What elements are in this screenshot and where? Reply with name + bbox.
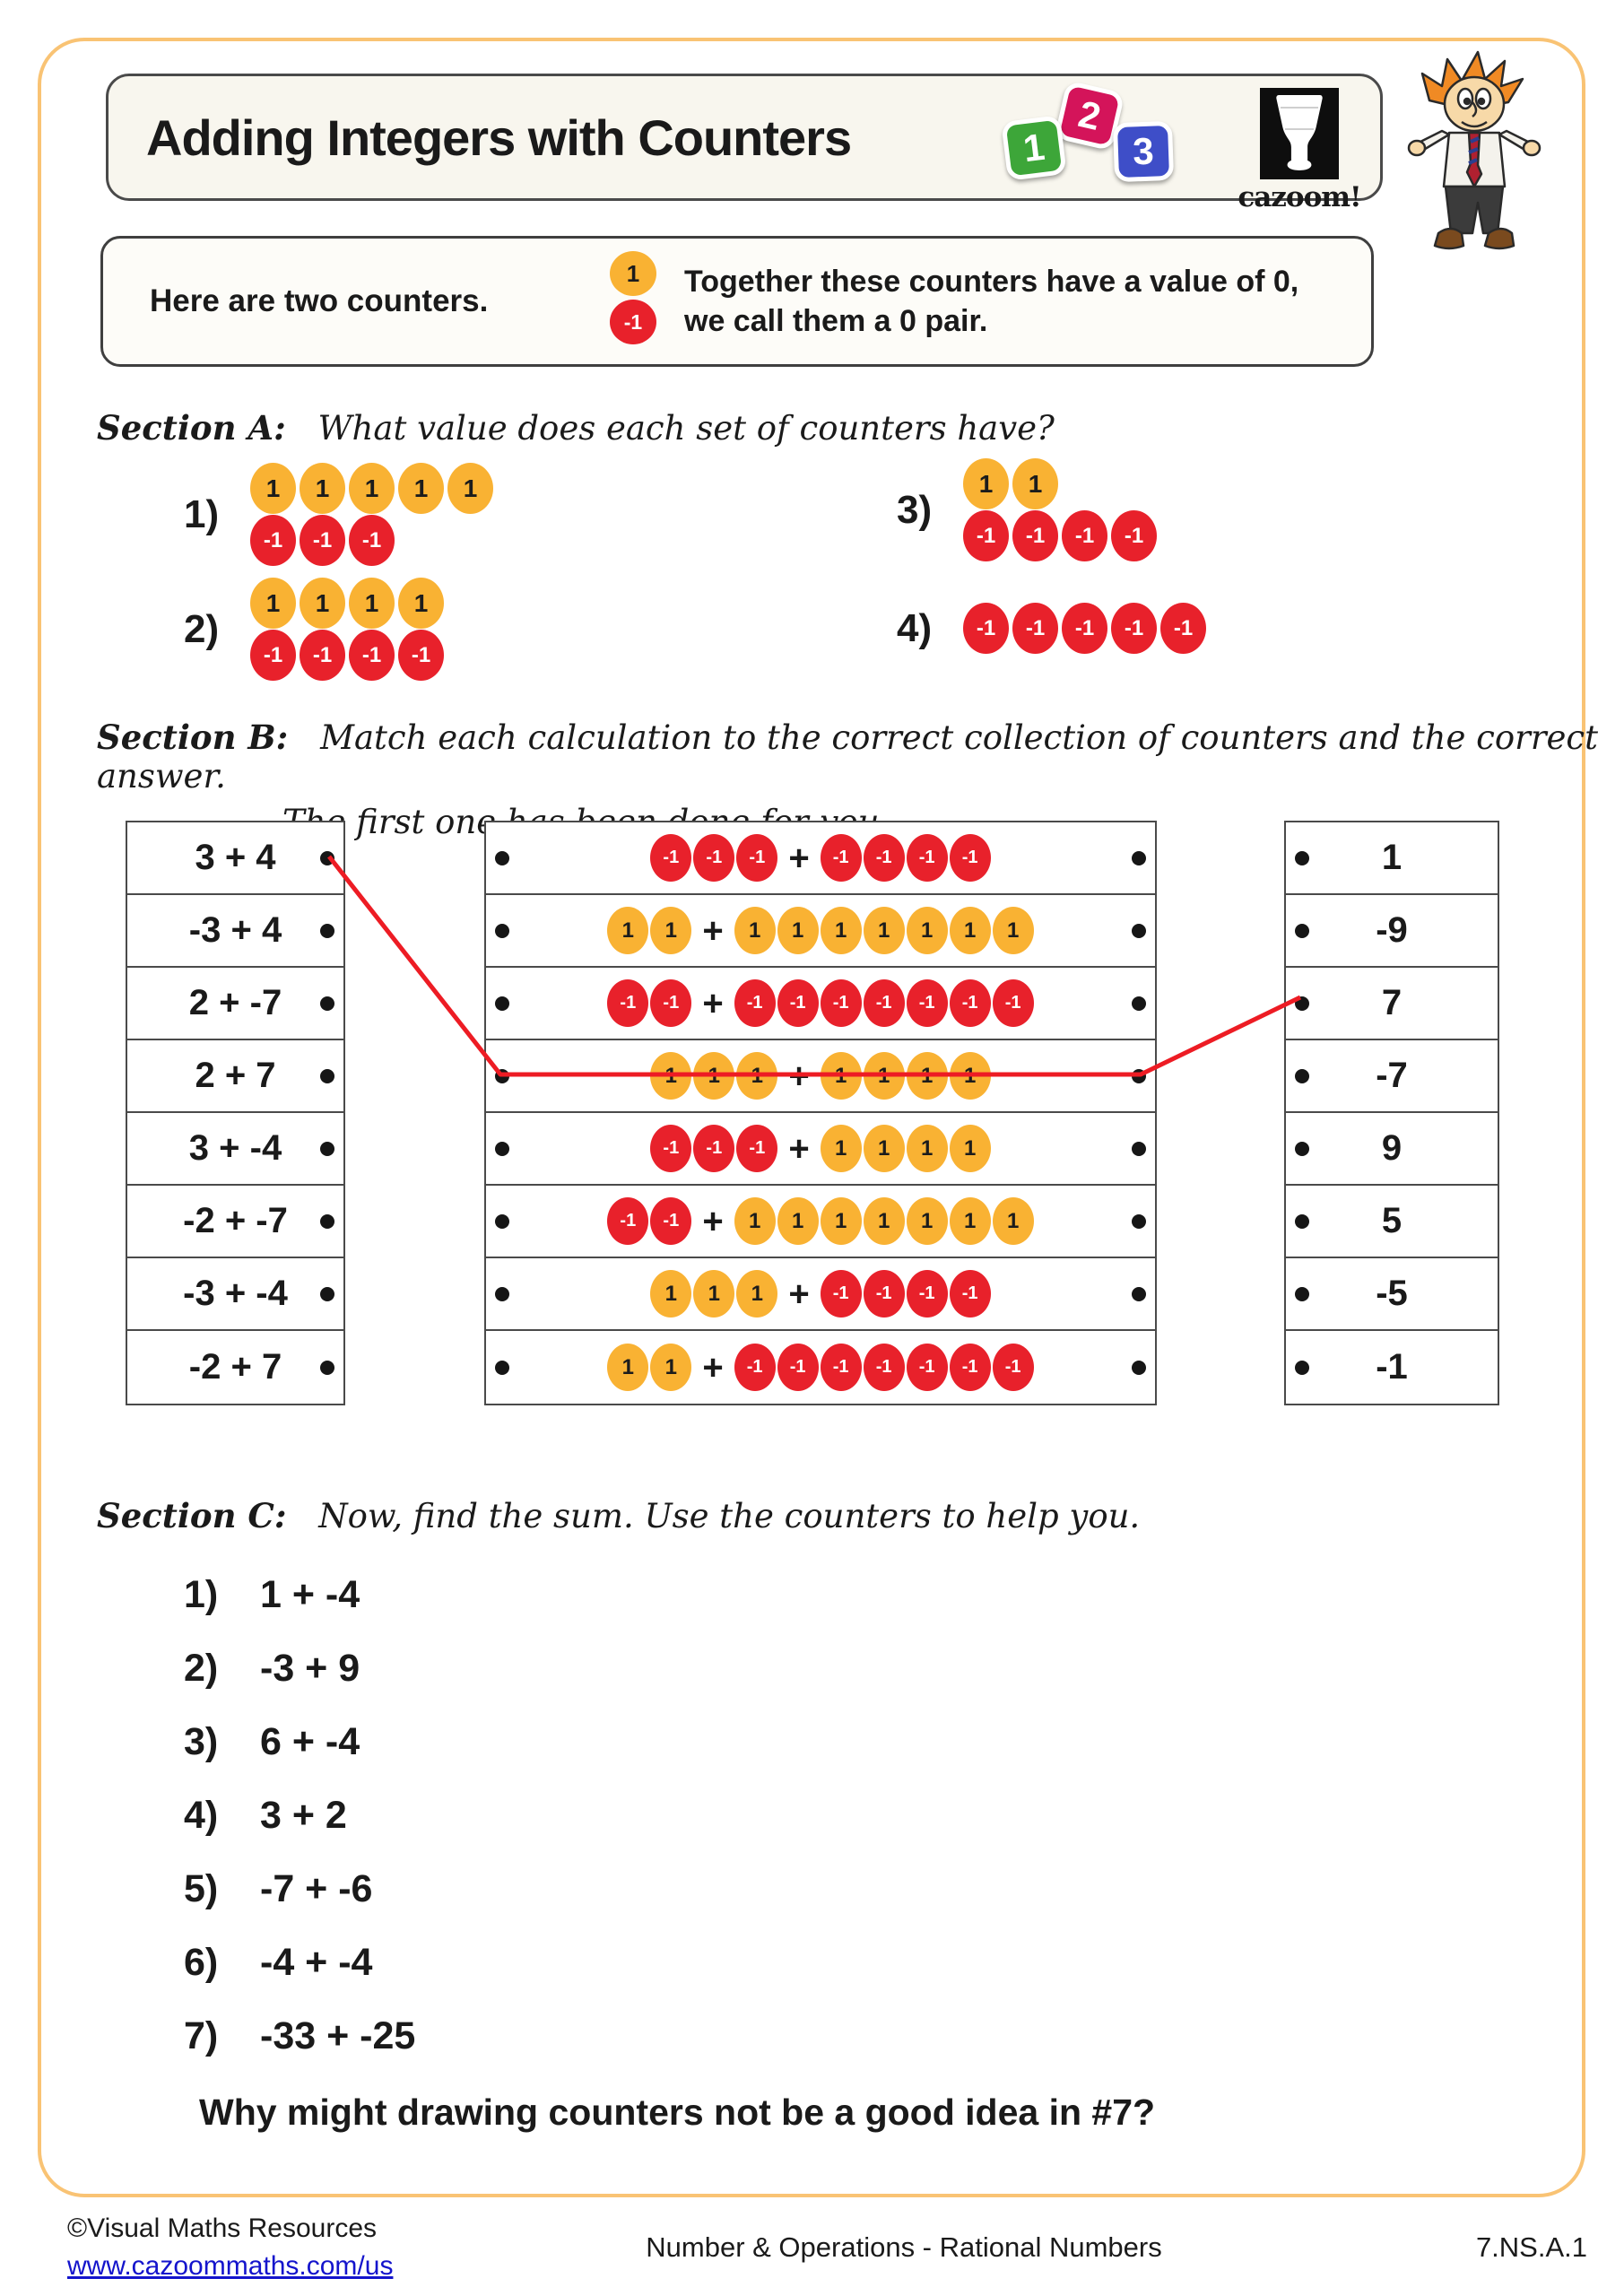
section-a-problem-3 bbox=[897, 458, 1157, 561]
negative-counter: -1 bbox=[864, 1270, 905, 1318]
section-a-label: Section A: bbox=[97, 408, 286, 448]
negative-counter: -1 bbox=[734, 979, 776, 1027]
negative-counter: -1 bbox=[250, 630, 296, 681]
problem-expression: -7 + -6 bbox=[260, 1867, 373, 1910]
calculation-text: 2 + 7 bbox=[195, 1056, 276, 1095]
positive-counter: 1 bbox=[734, 1197, 776, 1245]
counter-row bbox=[250, 515, 493, 566]
calculation-row bbox=[127, 1258, 343, 1331]
negative-counter: -1 bbox=[693, 834, 734, 882]
counter-group bbox=[821, 1052, 991, 1100]
answer-text: 9 bbox=[1381, 1128, 1403, 1168]
answer-text: -1 bbox=[1376, 1347, 1408, 1387]
info-right-text bbox=[684, 239, 1298, 364]
problem-number: 4) bbox=[184, 1794, 219, 1837]
match-dot[interactable] bbox=[320, 996, 334, 1011]
info-left-text: Here are two counters. bbox=[150, 283, 489, 318]
calculation-text: -2 + -7 bbox=[183, 1201, 288, 1240]
match-dot[interactable] bbox=[495, 1142, 509, 1156]
positive-counter: 1 bbox=[821, 1125, 862, 1172]
negative-counter: -1 bbox=[1012, 510, 1058, 561]
positive-counter: 1 bbox=[864, 907, 905, 954]
positive-counter: 1 bbox=[650, 1344, 691, 1391]
copyright-text: ©Visual Maths Resources bbox=[67, 2213, 378, 2243]
counter-set bbox=[963, 603, 1206, 654]
positive-counter: 1 bbox=[864, 1125, 905, 1172]
counter-group bbox=[607, 1197, 691, 1245]
match-dot[interactable] bbox=[1295, 996, 1309, 1011]
mascot-character bbox=[1395, 47, 1555, 258]
problem-expression: -4 + -4 bbox=[260, 1941, 373, 1984]
negative-counter: -1 bbox=[607, 979, 648, 1027]
calculation-text: -2 + 7 bbox=[188, 1347, 282, 1387]
cazoom-logo bbox=[1232, 88, 1367, 213]
answer-row bbox=[1286, 895, 1498, 968]
calculation-text: 3 + 4 bbox=[195, 838, 276, 877]
footer-topic: Number & Operations - Rational Numbers bbox=[646, 2231, 1162, 2263]
negative-counter: -1 bbox=[821, 1344, 862, 1391]
answer-row bbox=[1286, 822, 1498, 895]
positive-counter: 1 bbox=[650, 907, 691, 954]
match-dot[interactable] bbox=[495, 996, 509, 1011]
negative-counter: -1 bbox=[950, 834, 991, 882]
problem-number: 1) bbox=[184, 491, 220, 536]
drum-icon bbox=[1260, 88, 1339, 179]
section-c-instruction: Now, find the sum. Use the counters to help you. bbox=[318, 1497, 1141, 1535]
match-dot[interactable] bbox=[1132, 1287, 1146, 1301]
counter-group bbox=[607, 979, 691, 1027]
match-dot[interactable] bbox=[1132, 924, 1146, 938]
positive-counter: 1 bbox=[907, 1125, 948, 1172]
match-dot[interactable] bbox=[1295, 1361, 1309, 1375]
answer-text: -5 bbox=[1376, 1274, 1408, 1313]
negative-counter: -1 bbox=[650, 1125, 691, 1172]
match-dot[interactable] bbox=[1295, 1069, 1309, 1083]
positive-counter: 1 bbox=[821, 1197, 862, 1245]
negative-counter: -1 bbox=[349, 515, 395, 566]
problem-number: 3) bbox=[897, 487, 933, 532]
standard-code: 7.NS.A.1 bbox=[1475, 2231, 1587, 2263]
negative-counter: -1 bbox=[993, 1344, 1034, 1391]
section-c-problem-3 bbox=[184, 1720, 360, 1764]
match-dot[interactable] bbox=[320, 1361, 334, 1375]
counters-row bbox=[486, 1113, 1155, 1186]
positive-counter: 1 bbox=[300, 463, 345, 514]
counters-row bbox=[486, 1040, 1155, 1113]
counter-row bbox=[963, 510, 1157, 561]
zero-pair-counters bbox=[610, 251, 656, 344]
match-dot[interactable] bbox=[1295, 924, 1309, 938]
counters-row bbox=[486, 1331, 1155, 1404]
match-dot[interactable] bbox=[495, 1214, 509, 1229]
calculation-row bbox=[127, 1186, 343, 1258]
negative-counter: -1 bbox=[300, 630, 345, 681]
negative-counter: -1 bbox=[734, 1344, 776, 1391]
positive-counter: 1 bbox=[736, 1270, 777, 1318]
negative-counter: -1 bbox=[1111, 603, 1157, 654]
positive-counter: 1 bbox=[963, 458, 1009, 509]
match-dot[interactable] bbox=[320, 851, 334, 865]
counter-group bbox=[650, 834, 777, 882]
negative-counter: -1 bbox=[610, 300, 656, 344]
section-c-problem-5 bbox=[184, 1867, 372, 1911]
problem-expression: 3 + 2 bbox=[260, 1794, 347, 1837]
negative-counter: -1 bbox=[821, 979, 862, 1027]
problem-expression: 6 + -4 bbox=[260, 1720, 360, 1763]
section-c-problem-7 bbox=[184, 2014, 415, 2058]
counter-row bbox=[963, 603, 1206, 654]
counter-group bbox=[734, 1344, 1034, 1391]
positive-counter: 1 bbox=[777, 1197, 819, 1245]
match-dot[interactable] bbox=[320, 1142, 334, 1156]
negative-counter: -1 bbox=[1062, 603, 1107, 654]
calculation-row bbox=[127, 1040, 343, 1113]
info-box bbox=[100, 236, 1374, 367]
problem-number: 1) bbox=[184, 1573, 219, 1616]
match-dot[interactable] bbox=[320, 1069, 334, 1083]
plus-sign: + bbox=[702, 1347, 724, 1387]
positive-counter: 1 bbox=[907, 1197, 948, 1245]
info-line-2: we call them a 0 pair. bbox=[684, 304, 988, 338]
positive-counter: 1 bbox=[693, 1052, 734, 1100]
counter-group bbox=[821, 1270, 991, 1318]
answer-text: 7 bbox=[1381, 983, 1403, 1022]
plus-sign: + bbox=[788, 1274, 810, 1314]
match-dot[interactable] bbox=[495, 1361, 509, 1375]
section-c-label: Section C: bbox=[97, 1496, 287, 1535]
positive-counter: 1 bbox=[693, 1270, 734, 1318]
calculation-row bbox=[127, 1113, 343, 1186]
section-b-label: Section B: bbox=[97, 718, 289, 757]
problem-number: 2) bbox=[184, 606, 220, 651]
match-dot[interactable] bbox=[1295, 1214, 1309, 1229]
footer-left bbox=[67, 2213, 393, 2282]
positive-counter: 1 bbox=[950, 907, 991, 954]
answer-row bbox=[1286, 1331, 1498, 1404]
negative-counter: -1 bbox=[777, 979, 819, 1027]
answer-text: 5 bbox=[1381, 1201, 1403, 1240]
negative-counter: -1 bbox=[993, 979, 1034, 1027]
negative-counter: -1 bbox=[349, 630, 395, 681]
counter-group bbox=[650, 1270, 777, 1318]
plus-sign: + bbox=[788, 1128, 810, 1169]
negative-counter: -1 bbox=[1160, 603, 1206, 654]
calculation-row bbox=[127, 1331, 343, 1404]
negative-counter: -1 bbox=[864, 1344, 905, 1391]
counter-group bbox=[734, 1197, 1034, 1245]
positive-counter: 1 bbox=[950, 1197, 991, 1245]
plus-sign: + bbox=[702, 1201, 724, 1241]
plus-sign: + bbox=[702, 983, 724, 1023]
positive-counter: 1 bbox=[607, 1344, 648, 1391]
negative-counter: -1 bbox=[950, 979, 991, 1027]
counter-row bbox=[250, 463, 493, 514]
negative-counter: -1 bbox=[777, 1344, 819, 1391]
match-dot[interactable] bbox=[1132, 1069, 1146, 1083]
match-dot[interactable] bbox=[1295, 1142, 1309, 1156]
positive-counter: 1 bbox=[950, 1125, 991, 1172]
counter-set bbox=[963, 458, 1157, 561]
match-dot[interactable] bbox=[495, 924, 509, 938]
negative-counter: -1 bbox=[864, 979, 905, 1027]
match-dot[interactable] bbox=[320, 1214, 334, 1229]
match-dot[interactable] bbox=[1295, 851, 1309, 865]
calculation-row bbox=[127, 895, 343, 968]
counter-row bbox=[250, 630, 444, 681]
section-a-instruction: What value does each set of counters have? bbox=[317, 409, 1055, 448]
negative-counter: -1 bbox=[736, 834, 777, 882]
problem-expression: -33 + -25 bbox=[260, 2014, 416, 2057]
answer-text: 1 bbox=[1381, 838, 1403, 877]
negative-counter: -1 bbox=[300, 515, 345, 566]
counters-row bbox=[486, 895, 1155, 968]
answer-row bbox=[1286, 1040, 1498, 1113]
logo-tile-1: 1 bbox=[1001, 115, 1067, 181]
section-c-problem-2 bbox=[184, 1647, 360, 1691]
problem-number: 4) bbox=[897, 605, 933, 650]
section-a-problem-2 bbox=[184, 578, 444, 681]
calculation-text: 3 + -4 bbox=[188, 1128, 282, 1168]
calculation-text: 2 + -7 bbox=[188, 983, 282, 1022]
negative-counter: -1 bbox=[907, 1270, 948, 1318]
section-a-heading bbox=[97, 408, 1055, 448]
negative-counter: -1 bbox=[907, 1344, 948, 1391]
positive-counter: 1 bbox=[607, 907, 648, 954]
match-dot[interactable] bbox=[1132, 996, 1146, 1011]
match-dot[interactable] bbox=[495, 851, 509, 865]
negative-counter: -1 bbox=[650, 834, 691, 882]
match-column-calculations bbox=[126, 821, 345, 1405]
positive-counter: 1 bbox=[993, 1197, 1034, 1245]
positive-counter: 1 bbox=[349, 463, 395, 514]
positive-counter: 1 bbox=[650, 1270, 691, 1318]
match-dot[interactable] bbox=[1132, 1361, 1146, 1375]
counter-group bbox=[650, 1052, 777, 1100]
counter-set bbox=[250, 578, 444, 681]
website-link[interactable]: www.cazoommaths.com/us bbox=[67, 2251, 394, 2281]
positive-counter: 1 bbox=[250, 578, 296, 629]
counter-row bbox=[250, 578, 444, 629]
plus-sign: + bbox=[702, 910, 724, 951]
section-c-problem-4 bbox=[184, 1794, 347, 1838]
negative-counter: -1 bbox=[398, 630, 444, 681]
plus-sign: + bbox=[788, 1056, 810, 1096]
negative-counter: -1 bbox=[963, 510, 1009, 561]
section-b-instruction-1: Match each calculation to the correct collection of counters and the correct answer. bbox=[97, 718, 1598, 796]
positive-counter: 1 bbox=[349, 578, 395, 629]
negative-counter: -1 bbox=[650, 979, 691, 1027]
positive-counter: 1 bbox=[821, 907, 862, 954]
answer-text: -9 bbox=[1376, 910, 1408, 950]
match-dot[interactable] bbox=[320, 1287, 334, 1301]
negative-counter: -1 bbox=[1111, 510, 1157, 561]
counter-row bbox=[963, 458, 1157, 509]
positive-counter: 1 bbox=[447, 463, 493, 514]
brand-name: cazoom! bbox=[1238, 181, 1361, 213]
section-c-problem-1 bbox=[184, 1573, 360, 1617]
positive-counter: 1 bbox=[993, 907, 1034, 954]
counter-group bbox=[607, 1344, 691, 1391]
positive-counter: 1 bbox=[610, 251, 656, 296]
problem-number: 3) bbox=[184, 1720, 219, 1763]
page-title: Adding Integers with Counters bbox=[146, 109, 852, 166]
negative-counter: -1 bbox=[693, 1125, 734, 1172]
positive-counter: 1 bbox=[398, 578, 444, 629]
match-dot[interactable] bbox=[1295, 1287, 1309, 1301]
answer-row bbox=[1286, 968, 1498, 1040]
negative-counter: -1 bbox=[1062, 510, 1107, 561]
section-a-problem-1 bbox=[184, 463, 493, 566]
calculation-row bbox=[127, 968, 343, 1040]
match-dot[interactable] bbox=[495, 1069, 509, 1083]
problem-expression: 1 + -4 bbox=[260, 1573, 360, 1616]
section-c-problem-6 bbox=[184, 1941, 372, 1985]
negative-counter: -1 bbox=[907, 834, 948, 882]
counters-row bbox=[486, 1258, 1155, 1331]
counter-set bbox=[250, 463, 493, 566]
negative-counter: -1 bbox=[907, 979, 948, 1027]
positive-counter: 1 bbox=[821, 1052, 862, 1100]
calculation-text: -3 + -4 bbox=[183, 1274, 288, 1313]
positive-counter: 1 bbox=[398, 463, 444, 514]
answer-row bbox=[1286, 1258, 1498, 1331]
match-column-counters bbox=[484, 821, 1157, 1405]
number-tiles-logo bbox=[1003, 84, 1195, 205]
match-dot[interactable] bbox=[1132, 1214, 1146, 1229]
section-b-instruction-2: first one bbox=[356, 803, 497, 841]
counters-row bbox=[486, 822, 1155, 895]
plus-sign: + bbox=[788, 838, 810, 878]
counter-group bbox=[821, 834, 991, 882]
negative-counter: -1 bbox=[607, 1197, 648, 1245]
positive-counter: 1 bbox=[736, 1052, 777, 1100]
positive-counter: 1 bbox=[950, 1052, 991, 1100]
counters-row bbox=[486, 968, 1155, 1040]
negative-counter: -1 bbox=[250, 515, 296, 566]
positive-counter: 1 bbox=[864, 1197, 905, 1245]
negative-counter: -1 bbox=[864, 834, 905, 882]
counter-group bbox=[734, 979, 1034, 1027]
negative-counter: -1 bbox=[950, 1344, 991, 1391]
answer-text: -7 bbox=[1376, 1056, 1408, 1095]
problem-number: 6) bbox=[184, 1941, 219, 1984]
negative-counter: -1 bbox=[963, 603, 1009, 654]
problem-expression: -3 + 9 bbox=[260, 1647, 360, 1690]
counter-group bbox=[734, 907, 1034, 954]
match-dot[interactable] bbox=[320, 924, 334, 938]
negative-counter: -1 bbox=[950, 1270, 991, 1318]
negative-counter: -1 bbox=[821, 1270, 862, 1318]
section-c-question: Why might drawing counters not be a good idea in #7? bbox=[199, 2092, 1156, 2133]
positive-counter: 1 bbox=[777, 907, 819, 954]
problem-number: 2) bbox=[184, 1647, 219, 1690]
calculation-row bbox=[127, 822, 343, 895]
logo-tile-3: 3 bbox=[1113, 121, 1174, 182]
answer-row bbox=[1286, 1113, 1498, 1186]
positive-counter: 1 bbox=[864, 1052, 905, 1100]
negative-counter: -1 bbox=[736, 1125, 777, 1172]
positive-counter: 1 bbox=[300, 578, 345, 629]
match-dot[interactable] bbox=[495, 1287, 509, 1301]
match-dot[interactable] bbox=[1132, 1142, 1146, 1156]
negative-counter: -1 bbox=[1012, 603, 1058, 654]
positive-counter: 1 bbox=[1012, 458, 1058, 509]
counter-group bbox=[607, 907, 691, 954]
positive-counter: 1 bbox=[250, 463, 296, 514]
positive-counter: 1 bbox=[734, 907, 776, 954]
negative-counter: -1 bbox=[650, 1197, 691, 1245]
info-line-1: Together these counters have a value of 0, bbox=[684, 265, 1299, 299]
positive-counter: 1 bbox=[907, 907, 948, 954]
counter-group bbox=[650, 1125, 777, 1172]
problem-number: 5) bbox=[184, 1867, 219, 1910]
section-c-heading bbox=[97, 1496, 1140, 1535]
counters-row bbox=[486, 1186, 1155, 1258]
section-a-problem-4 bbox=[897, 603, 1206, 654]
match-column-answers bbox=[1284, 821, 1499, 1405]
positive-counter: 1 bbox=[650, 1052, 691, 1100]
logo-tile-2: 2 bbox=[1054, 80, 1125, 151]
positive-counter: 1 bbox=[907, 1052, 948, 1100]
calculation-text: -3 + 4 bbox=[188, 910, 282, 950]
counter-group bbox=[821, 1125, 991, 1172]
negative-counter: -1 bbox=[821, 834, 862, 882]
problem-number: 7) bbox=[184, 2014, 219, 2057]
answer-row bbox=[1286, 1186, 1498, 1258]
match-dot[interactable] bbox=[1132, 851, 1146, 865]
